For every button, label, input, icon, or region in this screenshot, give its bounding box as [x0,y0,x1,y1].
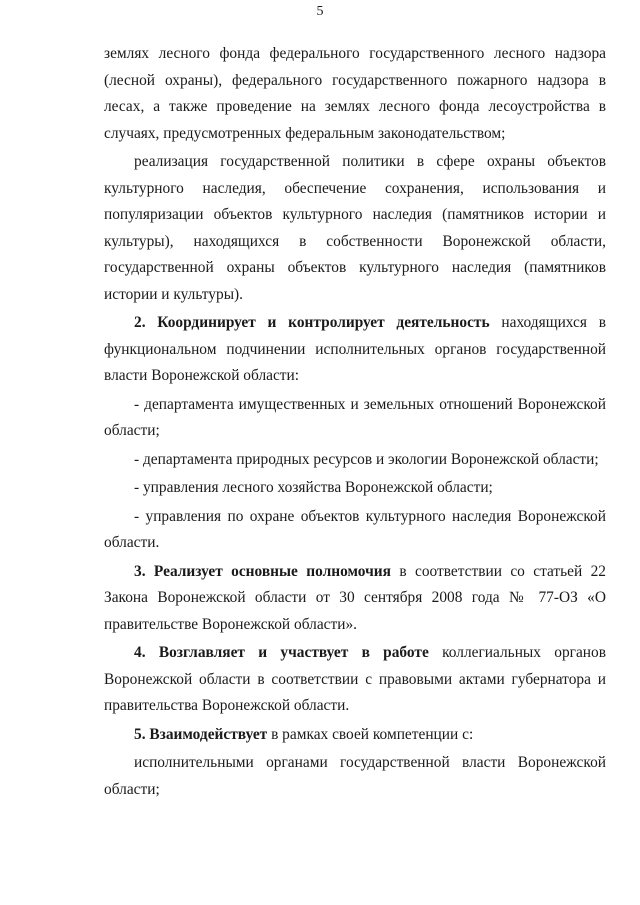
page-number: 5 [316,4,324,19]
paragraph [104,750,606,803]
text-run: в рамках своей компетенции с: [267,725,474,743]
text-run: - департамента природных ресурсов и экологии Воронежской области; [134,450,599,468]
text-run: реализация государственной политики в сфере охраны объектов культурного наследия, обеспечение сохранения, использования и популяризации объектов культурного наследия (памятников истории и культуры), находящихся в собственности Воронежской области, государственной охраны объектов культурного наследия (памятников истории и культуры). [104,153,606,303]
paragraph [104,640,606,720]
paragraph [104,41,606,147]
text-run: находящихся в функциональном подчинении исполнительных органов государственной власти Воронежской области: [104,314,606,384]
text-run: - управления лесного хозяйства Воронежской области; [134,479,493,496]
document-body [104,41,606,803]
list-item [104,392,606,445]
bold-text-run: 3. Реализует основные полномочия [134,562,391,580]
text-run: - департамента имущественных и земельных отношений Воронежской области; [104,395,606,439]
bold-text-run: 5. Взаимодействует [134,725,268,743]
text-run: - управления по охране объектов культурного наследия Воронежской области. [104,507,606,551]
paragraph [104,310,606,390]
list-item [104,447,606,474]
paragraph [104,722,606,749]
bold-text-run: 2. Координирует и контролирует деятельность [134,314,490,331]
list-item [104,475,606,502]
paragraph [104,149,606,308]
paragraph [104,559,606,639]
text-run: землях лесного фонда федерального государственного лесного надзора (лесной охраны), федерального государственного пожарного надзора в лесах, а также проведение на землях лесного фонда лесоустройства в случаях, предусмотренных федеральным законодательством; [104,45,606,142]
bold-text-run: 4. Возглавляет и участвует в работе [134,644,429,661]
text-run: исполнительными органами государственной власти Воронежской области; [104,754,606,798]
text-run: в соответствии со статьей 22 Закона Воронежской области от 30 сентября 2008 года № 77-ОЗ «О правительстве Воронежской области». [104,562,606,633]
text-run: коллегиальных органов Воронежской области в соответствии с правовыми актами губернатора и правительства Воронежской области. [104,644,606,714]
list-item [104,504,606,557]
